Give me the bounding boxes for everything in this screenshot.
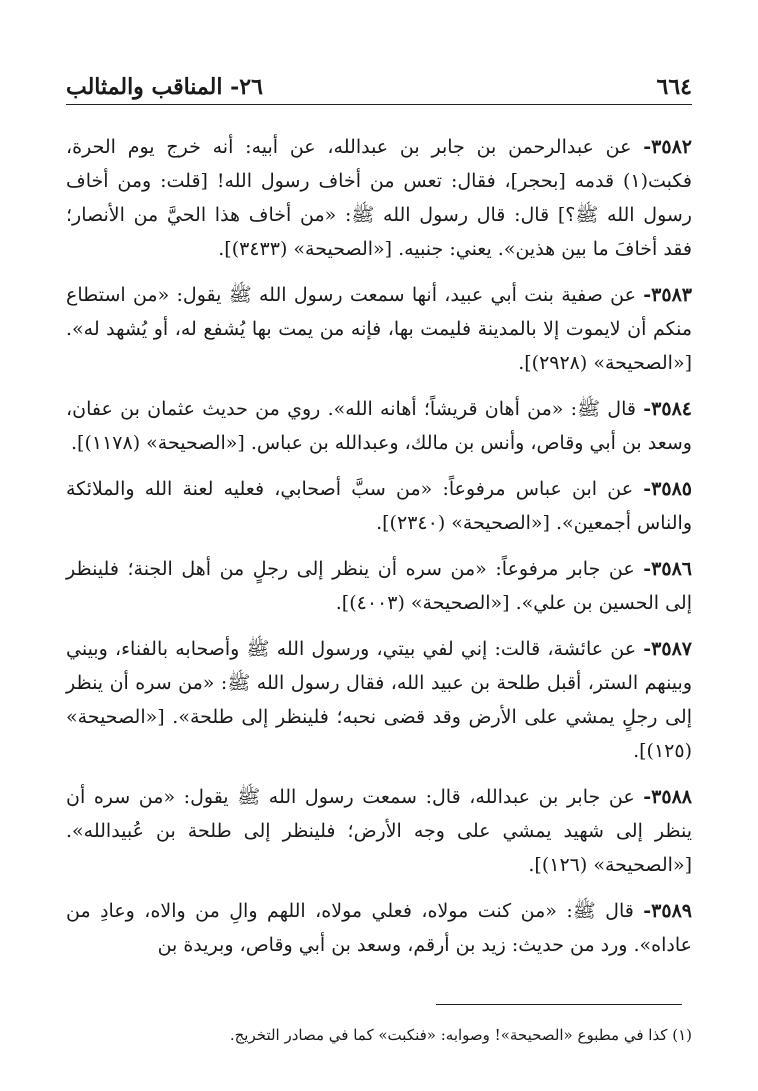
page-header	[66, 60, 692, 105]
hadith-number: ٣٥٨٧-	[643, 638, 692, 660]
hadith-entry	[66, 472, 692, 540]
hadith-number: ٣٥٨٣-	[643, 284, 692, 306]
hadith-entry	[66, 278, 692, 380]
hadith-number: ٣٥٨٥-	[643, 478, 692, 500]
hadith-text: قال ﷺ: «من كنت مولاه، فعلي مولاه، اللهم والِ من والاه، وعادِ من عاداه». ورد من حديث: زيد بن أرقم، وسعد بن أبي وقاص، وبريدة بن	[66, 900, 692, 956]
hadith-number: ٣٥٨٩-	[643, 900, 692, 922]
hadith-entry	[66, 780, 692, 882]
hadith-text: عن صفية بنت أبي عبيد، أنها سمعت رسول الله ﷺ يقول: «من استطاع منكم أن لايموت إلا بالمدينة فليمت بها، فإنه من يمت بها يُشفع له، أو يُشهد له». [«الصحيحة» (٢٩٢٨)].	[66, 284, 692, 374]
footnote-divider	[436, 1004, 682, 1005]
hadith-entry	[66, 392, 692, 460]
hadith-text: عن عبدالرحمن بن جابر بن عبدالله، عن أبيه: أنه خرج يوم الحرة، فكبت(١) قدمه [بحجر]، فقال: تعس من أخاف رسول الله! [قلت: ومن أخاف رسول الله ﷺ؟] قال: قال رسول الله ﷺ: «من أخاف هذا الحيَّ من الأنصار؛ فقد أخافَ ما بين هذين». يعني: جنبيه. [«الصحيحة» (٣٤٣٣)].	[66, 136, 692, 260]
hadith-text: عن جابر مرفوعاً: «من سره أن ينظر إلى رجلٍ من أهل الجنة؛ فلينظر إلى الحسين بن علي». [«الصحيحة» (٤٠٠٣)].	[66, 558, 692, 614]
hadith-number: ٣٥٨٤-	[643, 398, 692, 420]
chapter-title: ٢٦- المناقب والمثالب	[66, 74, 263, 100]
hadith-text: عن جابر بن عبدالله، قال: سمعت رسول الله ﷺ يقول: «من سره أن ينظر إلى شهيد يمشي على وجه الأرض؛ فلينظر إلى طلحة بن عُبيدالله». [«الصحيحة» (١٢٦)].	[66, 786, 692, 876]
hadith-text: قال ﷺ: «من أهان قريشاً؛ أهانه الله». روي من حديث عثمان بن عفان، وسعد بن أبي وقاص، وأنس بن مالك، وعبدالله بن عباس. [«الصحيحة» (١١٧٨)].	[66, 398, 692, 454]
hadith-text: عن عائشة، قالت: إني لفي بيتي، ورسول الله ﷺ وأصحابه بالفناء، وبيني وبينهم الستر، أقبل طلحة بن عبيد الله، فقال رسول الله ﷺ: «من سره أن ينظر إلى رجلٍ يمشي على الأرض وقد قضى نحبه؛ فلينظر إلى طلحة». [«الصحيحة» (١٢٥)].	[66, 638, 692, 762]
hadith-text: عن ابن عباس مرفوعاً: «من سبَّ أصحابي، فعليه لعنة الله والملائكة والناس أجمعين». [«الصحيحة» (٢٣٤٠)].	[66, 478, 692, 534]
page-body	[66, 130, 692, 974]
hadith-entry	[66, 552, 692, 620]
hadith-number: ٣٥٨٨-	[643, 786, 692, 808]
footnote: (١) كذا في مطبوع «الصحيحة»! وصوابه: «فنكبت» كما في مصادر التخريج.	[229, 1026, 692, 1044]
hadith-number: ٣٥٨٢-	[643, 136, 692, 158]
hadith-entry	[66, 130, 692, 266]
page-number: ٦٦٤	[656, 74, 692, 100]
hadith-entry	[66, 894, 692, 962]
hadith-number: ٣٥٨٦-	[643, 558, 692, 580]
hadith-entry	[66, 632, 692, 768]
